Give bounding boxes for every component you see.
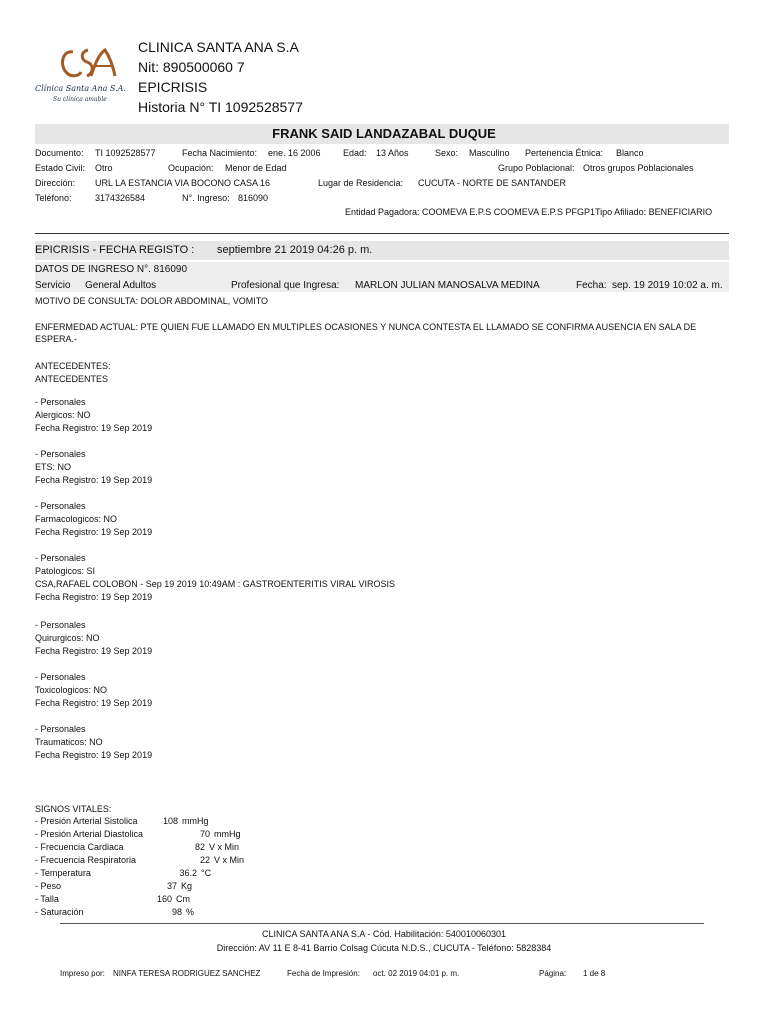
antecedente-line: ETS: NO (35, 462, 72, 472)
enfermedad-actual-line2: ESPERA.- (35, 334, 78, 344)
vital-sign-unit: V x Min (214, 855, 245, 865)
antecedente-date: Fecha Registro: 19 Sep 2019 (35, 646, 153, 656)
logo-icon (33, 42, 137, 90)
residencia-value: CUCUTA - NORTE DE SANTANDER (418, 178, 567, 188)
etnica-label: Pertenencia Étnica: (525, 148, 604, 158)
signos-title: SIGNOS VITALES: (35, 804, 112, 814)
patient-name: FRANK SAID LANDAZABAL DUQUE (272, 126, 496, 141)
pagina-label: Página: (539, 969, 567, 978)
ocupacion-label: Ocupación: (168, 163, 214, 173)
pagina-value: 1 de 8 (583, 969, 606, 978)
edad-label: Edad: (343, 148, 367, 158)
fecha-nac-label: Fecha Nacimiento: (182, 148, 258, 158)
residencia-label: Lugar de Residencia: (318, 178, 404, 188)
clinic-logo (33, 42, 137, 106)
telefono-label: Teléfono: (35, 193, 72, 203)
documento-value: TI 1092528577 (95, 148, 156, 158)
antecedente-date: Fecha Registro: 19 Sep 2019 (35, 423, 153, 433)
direccion-label: Dirección: (35, 178, 76, 188)
antecedente-group: - Personales (35, 553, 86, 563)
antecedente-group: - Personales (35, 672, 86, 682)
document-type: EPICRISIS (138, 79, 208, 95)
fecha-impresion-label: Fecha de Impresión: (287, 969, 360, 978)
antecedente-group: - Personales (35, 724, 86, 734)
antecedentes-subtitle: ANTECEDENTES (35, 374, 109, 384)
vital-sign-unit: Cm (176, 894, 190, 904)
direccion-value: URL LA ESTANCIA VIA BOCONO CASA 16 (95, 178, 271, 188)
grupo-pob-value: Otros grupos Poblacionales (583, 163, 694, 173)
vital-sign-value: 37 (166, 881, 177, 891)
enfermedad-actual-line1: ENFERMEDAD ACTUAL: PTE QUIEN FUE LLAMADO EN MULTIPLES OCASIONES Y NUNCA CONTESTA EL LLAMADO SE CONFIRMA AUSENCIA EN SALA DE (35, 322, 697, 332)
antecedente-date: Fecha Registro: 19 Sep 2019 (35, 527, 153, 537)
vital-sign-value: 70 (199, 829, 210, 839)
vital-sign-unit: Kg (181, 881, 193, 891)
clinic-nit: Nit: 890500060 7 (138, 59, 245, 75)
clinic-name: CLINICA SANTA ANA S.A (138, 39, 299, 55)
vital-sign-label: - Talla (35, 894, 59, 904)
vital-sign-value: 160 (156, 894, 172, 904)
antecedente-line: Traumaticos: NO (35, 737, 103, 747)
vital-sign-unit: V x Min (209, 842, 240, 852)
antecedente-line: Quirurgicos: NO (35, 633, 100, 643)
antecedente-date: Fecha Registro: 19 Sep 2019 (35, 750, 153, 760)
footer-line1: CLINICA SANTA ANA S.A - Cód. Habilitación: 540010060301 (262, 929, 506, 939)
antecedente-date: Fecha Registro: 19 Sep 2019 (35, 475, 153, 485)
vital-sign-value: 82 (194, 842, 205, 852)
motivo-consulta: MOTIVO DE CONSULTA: DOLOR ABDOMINAL, VOMITO (35, 296, 269, 306)
impreso-value: NINFA TERESA RODRIGUEZ SANCHEZ (113, 969, 261, 978)
vital-sign-label: - Frecuencia Cardiaca (35, 842, 124, 852)
footer-divider (60, 923, 704, 924)
vital-sign-label: - Presión Arterial Sistolica (35, 816, 138, 826)
logo-slogan: Su clínica amable (53, 96, 107, 103)
vital-sign-unit: mmHg (214, 829, 241, 839)
antecedente-group: - Personales (35, 449, 86, 459)
antecedente-group: - Personales (35, 501, 86, 511)
profesional-value: MARLON JULIAN MANOSALVA MEDINA (355, 280, 540, 291)
fecha-impresion-value: oct. 02 2019 04:01 p. m. (373, 969, 460, 978)
antecedente-detail: CSA,RAFAEL COLOBON - Sep 19 2019 10:49AM : GASTROENTERITIS VIRAL VIROSIS (35, 579, 395, 589)
vital-sign-value: 22 (199, 855, 210, 865)
etnica-value: Blanco (616, 148, 644, 158)
antecedentes-title: ANTECEDENTES: (35, 361, 111, 371)
antecedente-date: Fecha Registro: 19 Sep 2019 (35, 592, 153, 602)
vital-sign-unit: °C (201, 868, 212, 878)
antecedente-line: Patologicos: SI (35, 566, 96, 576)
fecha-nac-value: ene. 16 2006 (268, 148, 321, 158)
documento-label: Documento: (35, 148, 84, 158)
ingreso-label: N°. Ingreso: (182, 193, 230, 203)
sexo-value: Masculino (469, 148, 510, 158)
vital-sign-value: 98 (171, 907, 182, 917)
antecedente-group: - Personales (35, 620, 86, 630)
antecedente-line: Farmacologicos: NO (35, 514, 118, 524)
epicrisis-date: septiembre 21 2019 04:26 p. m. (217, 244, 373, 256)
impreso-label: Impreso por: (60, 969, 105, 978)
sexo-label: Sexo: (435, 148, 459, 158)
antecedente-date: Fecha Registro: 19 Sep 2019 (35, 698, 153, 708)
vital-sign-label: - Saturación (35, 907, 84, 917)
vital-sign-value: 36.2 (179, 868, 197, 878)
vital-sign-label: - Presión Arterial Diastolica (35, 829, 144, 839)
grupo-pob-label: Grupo Poblacional: (498, 163, 575, 173)
footer-line2: Dirección: AV 11 E 8-41 Barrio Colsag Cúcuta N.D.S., CUCUTA - Teléfono: 5828384 (216, 943, 552, 953)
vital-sign-unit: mmHg (182, 816, 209, 826)
logo-caption: Clínica Santa Ana S.A. (35, 84, 126, 93)
datos-ingreso: DATOS DE INGRESO N°. 816090 (35, 264, 188, 275)
servicio-value: General Adultos (85, 280, 157, 291)
entidad-pagadora: Entidad Pagadora: COOMEVA E.P.S COOMEVA E.P.S PFGP1Tipo Afiliado: BENEFICIARIO (345, 207, 713, 217)
vital-sign-label: - Peso (35, 881, 62, 891)
servicio-label: Servicio (35, 280, 71, 291)
vital-sign-unit: % (186, 907, 195, 917)
epicrisis-title: EPICRISIS - FECHA REGISTO : (35, 244, 195, 256)
historia-number: Historia N° TI 1092528577 (138, 99, 303, 115)
vital-sign-label: - Temperatura (35, 868, 91, 878)
vital-sign-value: 108 (162, 816, 178, 826)
estado-civil-label: Estado Civil: (35, 163, 86, 173)
vital-sign-label: - Frecuencia Respiratoria (35, 855, 137, 865)
ingreso-value: 816090 (238, 193, 269, 203)
ocupacion-value: Menor de Edad (225, 163, 287, 173)
estado-civil-value: Otro (95, 163, 113, 173)
edad-value: 13 Años (376, 148, 409, 158)
antecedente-line: Toxicologicos: NO (35, 685, 108, 695)
divider (35, 233, 729, 234)
fecha-value: sep. 19 2019 10:02 a. m. (612, 280, 723, 291)
antecedente-line: Alergicos: NO (35, 410, 91, 420)
antecedente-group: - Personales (35, 397, 86, 407)
fecha-label: Fecha: (576, 280, 607, 291)
profesional-label: Profesional que Ingresa: (231, 280, 340, 291)
telefono-value: 3174326584 (95, 193, 146, 203)
